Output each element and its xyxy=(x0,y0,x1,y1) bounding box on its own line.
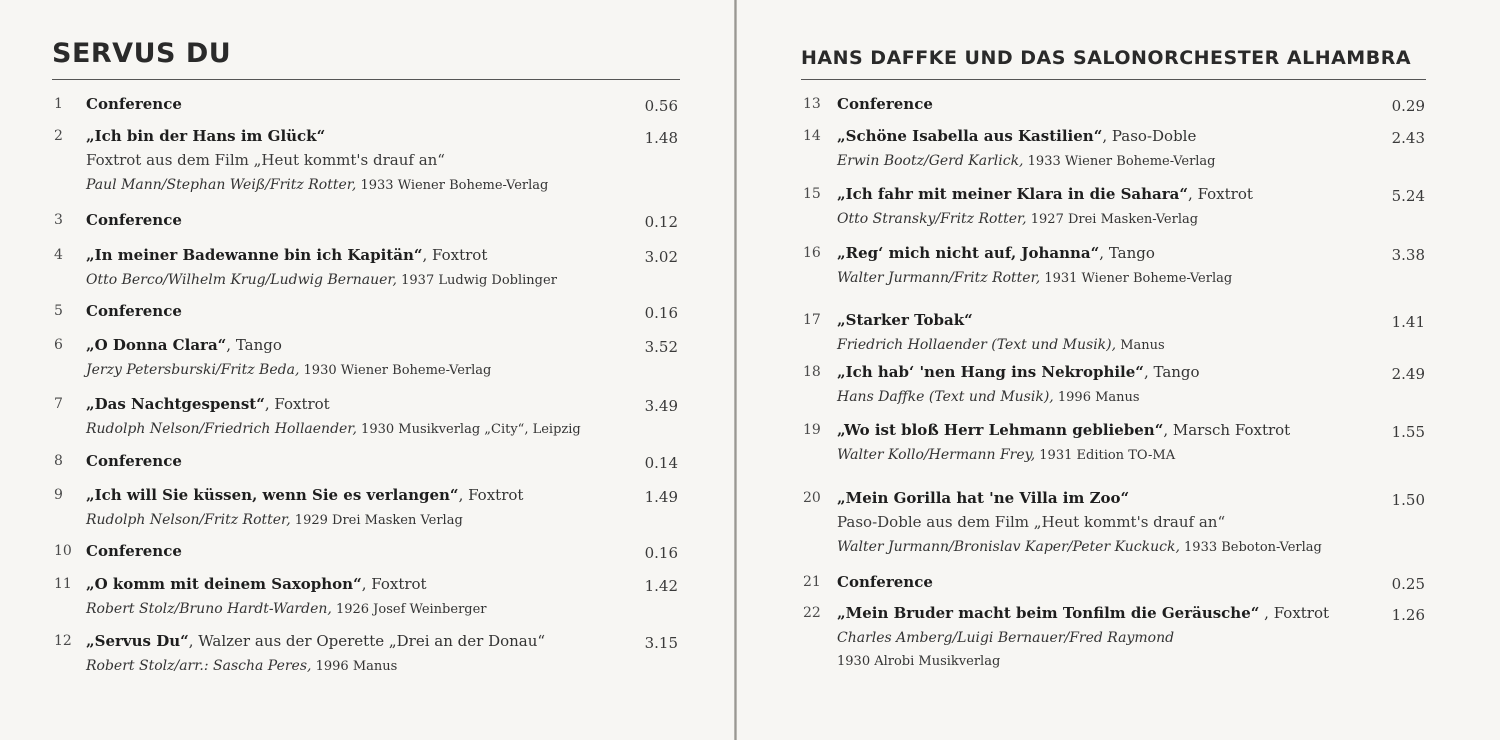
track-publisher: 1930 Musikverlag „City“, Leipzig xyxy=(356,422,581,437)
track-body xyxy=(837,486,1322,560)
track-title: „Ich bin der Hans im Glück“ xyxy=(86,127,326,145)
track-duration: 0.16 xyxy=(644,304,678,322)
track-title: „Mein Bruder macht beim Tonfilm die Geräusche“ xyxy=(837,604,1260,622)
track-publisher: Manus xyxy=(1116,338,1165,353)
track-body xyxy=(86,572,487,622)
left-heading-rule xyxy=(52,79,680,80)
track-duration: 3.52 xyxy=(644,338,678,356)
track-credits: Walter Kollo/Hermann Frey, xyxy=(837,447,1036,463)
track-title: „Starker Tobak“ xyxy=(837,311,973,329)
track-duration: 1.49 xyxy=(644,488,678,506)
track-credits: Charles Amberg/Luigi Bernauer/Fred Raymond xyxy=(837,630,1175,646)
track-number: 17 xyxy=(803,312,821,328)
track-credits: Paul Mann/Stephan Weiß/Fritz Rotter, xyxy=(86,177,357,193)
track-credits: Jerzy Petersburski/Fritz Beda, xyxy=(86,362,300,378)
track-number: 8 xyxy=(54,453,63,469)
track-publisher: 1929 Drei Masken Verlag xyxy=(290,513,463,528)
track-title: „Wo ist bloß Herr Lehmann geblieben“ xyxy=(837,421,1164,439)
track-duration: 0.12 xyxy=(644,213,678,231)
track-title: „Das Nachtgespenst“ xyxy=(86,395,265,413)
track-title: Conference xyxy=(86,302,182,320)
track-publisher: 1927 Drei Masken-Verlag xyxy=(1026,212,1199,227)
track-publisher: 1933 Beboton-Verlag xyxy=(1179,540,1322,555)
track-description: Foxtrot aus dem Film „Heut kommt's drauf an“ xyxy=(86,151,445,169)
track-body xyxy=(837,570,933,594)
track-publisher: 1933 Wiener Boheme-Verlag xyxy=(356,178,549,193)
track-credits: Robert Stolz/arr.: Sascha Peres, xyxy=(86,658,312,674)
track-title: Conference xyxy=(86,542,182,560)
track-body xyxy=(86,333,491,383)
track-genre: , Paso-Doble xyxy=(1102,127,1197,145)
track-body xyxy=(86,539,182,563)
track-publisher: 1937 Ludwig Doblinger xyxy=(397,273,557,288)
track-title: „O Donna Clara“ xyxy=(86,336,227,354)
track-body xyxy=(837,124,1216,174)
track-credits: Erwin Bootz/Gerd Karlick, xyxy=(837,153,1024,169)
track-credits: Hans Daffke (Text und Musik), xyxy=(837,389,1054,405)
track-number: 10 xyxy=(54,543,72,559)
track-genre: , Marsch Foxtrot xyxy=(1163,421,1291,439)
right-page xyxy=(737,0,1500,740)
track-body xyxy=(86,392,581,442)
track-body xyxy=(86,449,182,473)
track-title: „Ich will Sie küssen, wenn Sie es verlangen“ xyxy=(86,486,459,504)
track-title: „Schöne Isabella aus Kastilien“ xyxy=(837,127,1103,145)
track-body xyxy=(86,243,557,293)
track-body xyxy=(837,601,1329,674)
track-title: Conference xyxy=(837,573,933,591)
track-title: „Mein Gorilla hat 'ne Villa im Zoo“ xyxy=(837,489,1130,507)
track-number: 11 xyxy=(54,576,72,592)
track-genre: , Foxtrot xyxy=(458,486,524,504)
track-credits: Walter Jurmann/Fritz Rotter, xyxy=(837,270,1041,286)
track-duration: 1.26 xyxy=(1391,606,1425,624)
track-body xyxy=(837,308,1165,358)
track-title: „Ich hab‘ 'nen Hang ins Nekrophile“ xyxy=(837,363,1144,381)
track-number: 20 xyxy=(803,490,821,506)
track-body xyxy=(837,241,1232,291)
track-publisher: 1930 Wiener Boheme-Verlag xyxy=(299,363,492,378)
track-duration: 1.41 xyxy=(1391,313,1425,331)
track-credits: Walter Jurmann/Bronislav Kaper/Peter Kuckuck, xyxy=(837,539,1180,555)
track-title: „O komm mit deinem Saxophon“ xyxy=(86,575,362,593)
track-body xyxy=(86,483,523,533)
track-duration: 0.29 xyxy=(1391,97,1425,115)
track-duration: 0.16 xyxy=(644,544,678,562)
track-genre: , Foxtrot xyxy=(361,575,427,593)
track-title: „Ich fahr mit meiner Klara in die Sahara“ xyxy=(837,185,1189,203)
track-number: 9 xyxy=(54,487,63,503)
track-body xyxy=(837,182,1253,232)
track-publisher: 1996 Manus xyxy=(311,659,398,674)
track-publisher: 1996 Manus xyxy=(1053,390,1140,405)
track-duration: 3.49 xyxy=(644,397,678,415)
track-duration: 2.49 xyxy=(1391,365,1425,383)
track-publisher: 1931 Edition TO-MA xyxy=(1035,448,1176,463)
track-genre: , Tango xyxy=(1143,363,1200,381)
left-page xyxy=(0,0,735,740)
track-credits: Friedrich Hollaender (Text und Musik), xyxy=(837,337,1117,353)
track-duration: 3.38 xyxy=(1391,246,1425,264)
track-body xyxy=(837,92,933,116)
track-number: 18 xyxy=(803,364,821,380)
track-credits: Rudolph Nelson/Fritz Rotter, xyxy=(86,512,291,528)
track-title: Conference xyxy=(86,211,182,229)
track-title: Conference xyxy=(86,452,182,470)
track-duration: 0.14 xyxy=(644,454,678,472)
track-number: 5 xyxy=(54,303,63,319)
track-credits: Otto Berco/Wilhelm Krug/Ludwig Bernauer, xyxy=(86,272,397,288)
track-genre: , Foxtrot xyxy=(1188,185,1253,203)
track-genre: , Tango xyxy=(226,336,282,354)
track-number: 1 xyxy=(54,96,63,112)
track-genre: , Walzer aus der Operette „Drei an der Donau“ xyxy=(188,632,546,650)
track-publisher: 1926 Josef Weinberger xyxy=(331,602,487,617)
track-genre: , Foxtrot xyxy=(264,395,330,413)
track-title: „In meiner Badewanne bin ich Kapitän“ xyxy=(86,246,423,264)
track-duration: 3.15 xyxy=(644,634,678,652)
track-credits: Rudolph Nelson/Friedrich Hollaender, xyxy=(86,421,357,437)
track-number: 22 xyxy=(803,605,821,621)
track-title: „Reg‘ mich nicht auf, Johanna“ xyxy=(837,244,1100,262)
track-duration: 1.42 xyxy=(644,577,678,595)
track-duration: 1.55 xyxy=(1391,423,1425,441)
track-number: 21 xyxy=(803,574,821,590)
track-credits: Otto Stransky/Fritz Rotter, xyxy=(837,211,1027,227)
track-number: 13 xyxy=(803,96,821,112)
track-publisher: 1933 Wiener Boheme-Verlag xyxy=(1023,154,1216,169)
track-body xyxy=(86,629,545,679)
track-title: Conference xyxy=(837,95,933,113)
track-body xyxy=(86,124,548,198)
track-body xyxy=(86,299,182,323)
track-number: 3 xyxy=(54,212,63,228)
track-number: 15 xyxy=(803,186,821,202)
track-genre: , Foxtrot xyxy=(1259,604,1330,622)
track-body xyxy=(86,92,182,116)
right-page-heading: HANS DAFFKE UND DAS SALONORCHESTER ALHAMBRA xyxy=(801,47,1412,69)
track-number: 12 xyxy=(54,633,72,649)
track-duration: 0.25 xyxy=(1391,575,1425,593)
track-publisher: 1931 Wiener Boheme-Verlag xyxy=(1040,271,1233,286)
track-duration: 2.43 xyxy=(1391,129,1425,147)
track-description: Paso-Doble aus dem Film „Heut kommt's drauf an“ xyxy=(837,513,1226,531)
track-credits: Robert Stolz/Bruno Hardt-Warden, xyxy=(86,601,332,617)
track-body xyxy=(86,208,182,232)
track-duration: 0.56 xyxy=(644,97,678,115)
track-publisher: 1930 Alrobi Musikverlag xyxy=(837,654,1001,669)
track-duration: 5.24 xyxy=(1391,187,1425,205)
track-duration: 3.02 xyxy=(644,248,678,266)
track-duration: 1.50 xyxy=(1391,491,1425,509)
track-duration: 1.48 xyxy=(644,129,678,147)
track-genre: , Foxtrot xyxy=(422,246,488,264)
track-number: 7 xyxy=(54,396,63,412)
track-number: 4 xyxy=(54,247,63,263)
right-heading-rule xyxy=(801,79,1426,80)
track-number: 19 xyxy=(803,422,821,438)
track-number: 14 xyxy=(803,128,821,144)
track-number: 6 xyxy=(54,337,63,353)
track-body xyxy=(837,418,1290,468)
track-number: 2 xyxy=(54,128,63,144)
track-title: „Servus Du“ xyxy=(86,632,189,650)
track-genre: , Tango xyxy=(1099,244,1155,262)
track-number: 16 xyxy=(803,245,821,261)
track-body xyxy=(837,360,1200,410)
track-title: Conference xyxy=(86,95,182,113)
left-page-heading: SERVUS DU xyxy=(52,38,232,69)
